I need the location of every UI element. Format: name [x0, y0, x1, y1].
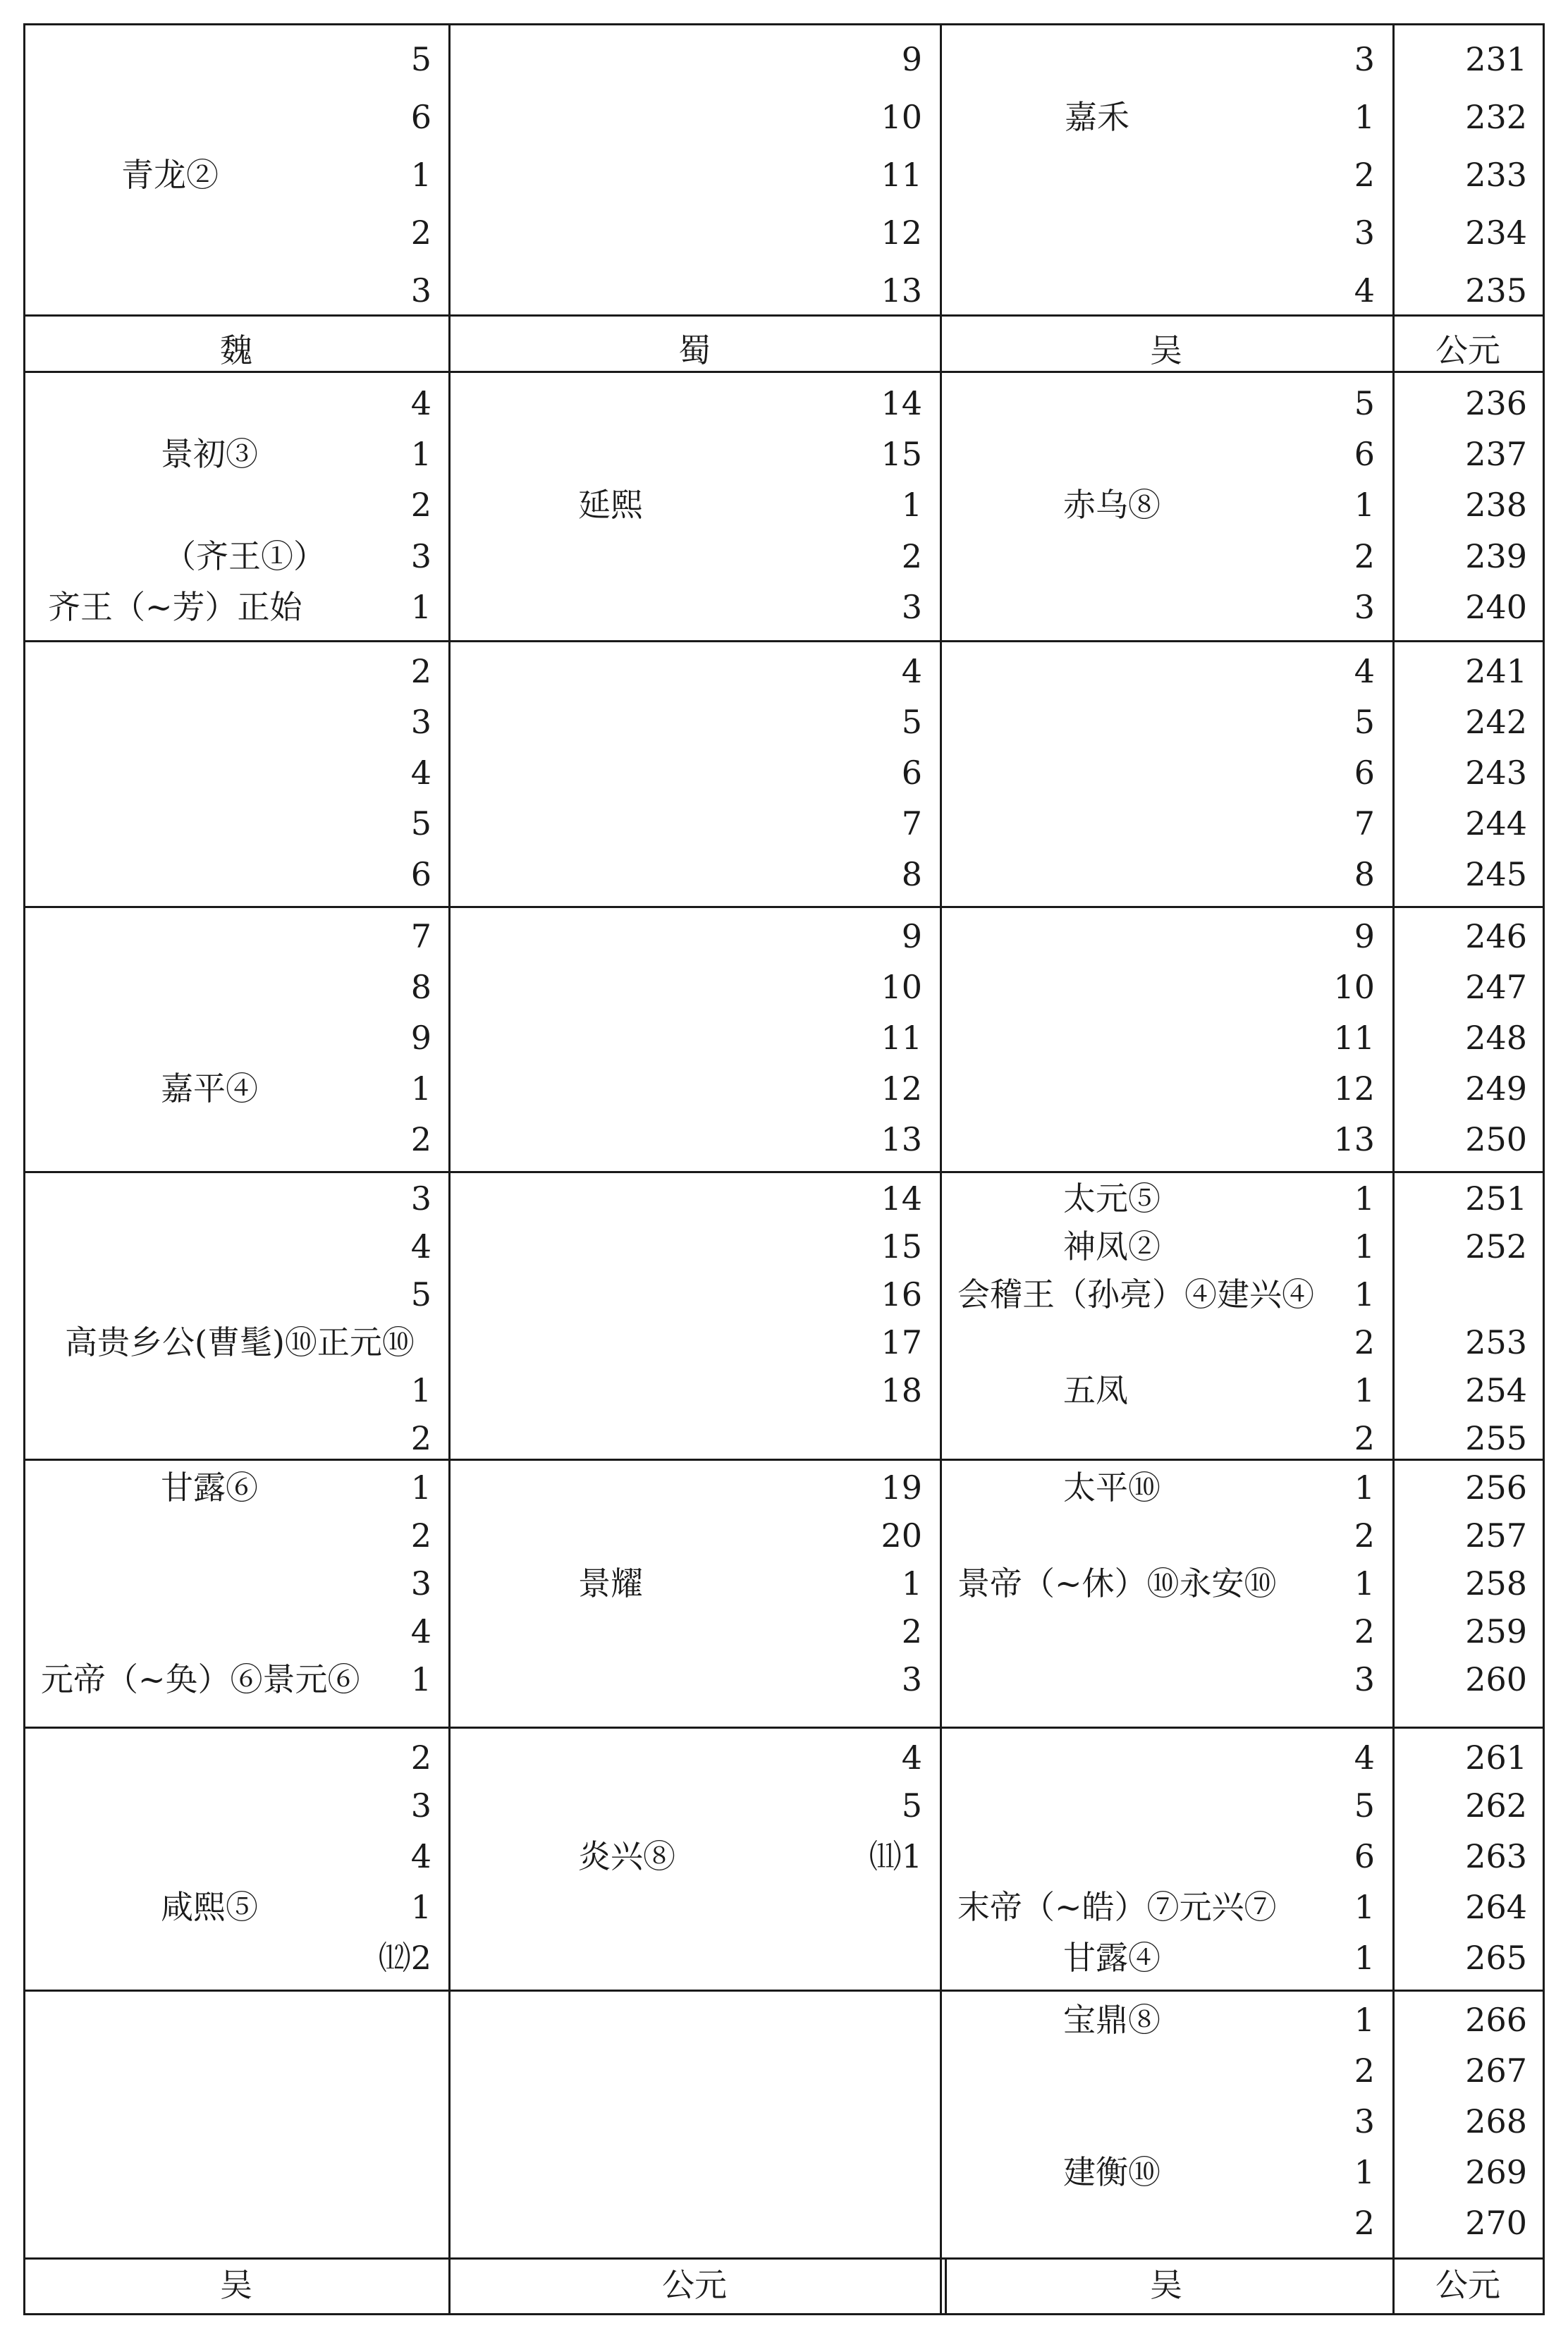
shu-year: 5	[901, 703, 922, 741]
ad-year: 242	[1465, 703, 1527, 741]
shu-year: 20	[881, 1516, 922, 1555]
wu-year: 1	[1354, 2153, 1375, 2191]
wu-year: 2	[1354, 1323, 1375, 1361]
shu-year: 9	[901, 40, 922, 78]
shu-year: 10	[881, 968, 922, 1006]
shu-year: 3	[901, 1660, 922, 1698]
ad-year: 243	[1465, 754, 1527, 792]
column-header: 魏	[220, 331, 252, 369]
shu-year: 5	[901, 1787, 922, 1825]
table-horizontal-rule	[23, 1459, 1543, 1461]
wu-year: 3	[1354, 1660, 1375, 1698]
table-horizontal-rule	[23, 2313, 1543, 2315]
wu-year: 2	[1354, 156, 1375, 194]
ad-year: 244	[1465, 804, 1527, 842]
ad-year: 261	[1465, 1739, 1527, 1777]
column-header: 公元	[1435, 2266, 1500, 2304]
wei-year: 3	[410, 271, 431, 310]
wei-year: 1	[410, 1469, 431, 1507]
wei-year: 2	[410, 1516, 431, 1555]
wu-era-name: 神凤②	[1063, 1227, 1160, 1265]
ad-year: 256	[1465, 1469, 1527, 1507]
wei-year: 3	[410, 537, 431, 575]
ad-year: 251	[1465, 1179, 1527, 1218]
wu-era-name: 宝鼎⑧	[1063, 2001, 1160, 2039]
shu-era-name: 延熙	[578, 486, 643, 524]
shu-year: 14	[881, 1179, 922, 1218]
ad-year: 266	[1465, 2001, 1527, 2039]
table-vertical-rule	[23, 23, 25, 2315]
shu-year: 14	[881, 384, 922, 422]
ad-year: 260	[1465, 1660, 1527, 1698]
wu-era-name: 景帝（~休）⑩永安⑩	[957, 1564, 1277, 1602]
wei-year: 6	[410, 855, 431, 893]
shu-year: 11	[881, 156, 922, 194]
wu-year: 3	[1354, 40, 1375, 78]
table-vertical-rule	[940, 23, 942, 2315]
wu-era-name: 五凤	[1063, 1371, 1128, 1409]
wu-year: 1	[1354, 98, 1375, 136]
ad-year: 258	[1465, 1564, 1527, 1602]
wu-era-name: 太平⑩	[1063, 1469, 1160, 1507]
shu-year: 19	[881, 1469, 922, 1507]
shu-era-name: 炎兴⑧	[578, 1837, 675, 1875]
shu-year: 16	[881, 1275, 922, 1313]
wu-year: 1	[1354, 1371, 1375, 1409]
table-horizontal-rule	[23, 314, 1543, 317]
shu-era-name: 景耀	[578, 1564, 643, 1602]
wu-year: 6	[1354, 435, 1375, 473]
shu-year: 1	[901, 486, 922, 524]
ad-year: 252	[1465, 1227, 1527, 1265]
column-header: 公元	[1435, 331, 1500, 369]
ad-year: 269	[1465, 2153, 1527, 2191]
ad-year: 265	[1465, 1939, 1527, 1977]
wei-year: ⑿2	[378, 1939, 431, 1977]
shu-year: 6	[901, 754, 922, 792]
wei-year: 2	[410, 1419, 431, 1457]
ad-year: 232	[1465, 98, 1527, 136]
wu-era-name: 赤乌⑧	[1063, 486, 1160, 524]
table-horizontal-rule	[23, 906, 1543, 908]
shu-year: 8	[901, 855, 922, 893]
wei-year: 8	[410, 968, 431, 1006]
wu-year: 1	[1354, 1939, 1375, 1977]
wei-year: 1	[410, 1660, 431, 1698]
wu-year: 12	[1333, 1070, 1375, 1108]
ad-year: 239	[1465, 537, 1527, 575]
wu-year: 3	[1354, 214, 1375, 252]
shu-year: 13	[881, 271, 922, 310]
ad-year: 247	[1465, 968, 1527, 1006]
wu-year: 1	[1354, 1227, 1375, 1265]
shu-year: 17	[881, 1323, 922, 1361]
ad-year: 240	[1465, 588, 1527, 626]
wu-year: 5	[1354, 703, 1375, 741]
wei-year: 3	[410, 1564, 431, 1602]
wei-era-name: 咸熙⑤	[161, 1888, 258, 1926]
wei-year: 5	[410, 804, 431, 842]
wu-year: 1	[1354, 1469, 1375, 1507]
ad-year: 255	[1465, 1419, 1527, 1457]
ad-year: 238	[1465, 486, 1527, 524]
shu-year: 9	[901, 917, 922, 955]
shu-year: 4	[901, 652, 922, 690]
wu-year: 5	[1354, 384, 1375, 422]
shu-year: 12	[881, 1070, 922, 1108]
table-horizontal-rule	[23, 640, 1543, 642]
ad-year: 235	[1465, 271, 1527, 310]
shu-year: 7	[901, 804, 922, 842]
wei-era-name: 青龙②	[121, 156, 219, 194]
wu-era-name: 甘露④	[1063, 1939, 1160, 1977]
shu-year: ⑾1	[869, 1837, 922, 1875]
table-horizontal-rule	[23, 1171, 1543, 1173]
wu-year: 1	[1354, 2001, 1375, 2039]
ad-year: 237	[1465, 435, 1527, 473]
ad-year: 257	[1465, 1516, 1527, 1555]
ad-year: 245	[1465, 855, 1527, 893]
shu-year: 2	[901, 1612, 922, 1650]
column-header: 公元	[662, 2266, 727, 2304]
wu-year: 4	[1354, 652, 1375, 690]
wei-year: 5	[410, 1275, 431, 1313]
wu-era-name: 建衡⑩	[1063, 2153, 1160, 2191]
ad-year: 267	[1465, 2052, 1527, 2090]
table-horizontal-rule	[23, 23, 1543, 25]
wu-year: 13	[1333, 1120, 1375, 1158]
wei-year: 2	[410, 214, 431, 252]
shu-year: 15	[881, 1227, 922, 1265]
column-header: 蜀	[678, 331, 711, 369]
wu-year: 2	[1354, 1612, 1375, 1650]
wei-year: 4	[410, 384, 431, 422]
wei-year: 2	[410, 1120, 431, 1158]
wei-era-name: 高贵乡公(曹髦)⑩正元⑩	[65, 1323, 415, 1361]
wei-year: 1	[410, 1371, 431, 1409]
wu-year: 9	[1354, 917, 1375, 955]
wei-year: 5	[410, 40, 431, 78]
shu-year: 15	[881, 435, 922, 473]
ad-year: 264	[1465, 1888, 1527, 1926]
wei-year: 3	[410, 1787, 431, 1825]
shu-year: 13	[881, 1120, 922, 1158]
table-horizontal-rule	[23, 1727, 1543, 1729]
ad-year: 248	[1465, 1019, 1527, 1057]
ad-year: 268	[1465, 2102, 1527, 2140]
wei-year: 1	[410, 588, 431, 626]
table-horizontal-rule	[23, 1990, 1543, 1992]
ad-year: 249	[1465, 1070, 1527, 1108]
wu-era-name: 末帝（~皓）⑦元兴⑦	[957, 1888, 1277, 1926]
wu-era-name: 太元⑤	[1063, 1179, 1160, 1218]
ad-year: 241	[1465, 652, 1527, 690]
shu-year: 2	[901, 537, 922, 575]
wu-year: 6	[1354, 1837, 1375, 1875]
wei-year: 3	[410, 703, 431, 741]
wei-year: 1	[410, 1070, 431, 1108]
ad-year: 246	[1465, 917, 1527, 955]
wu-year: 4	[1354, 1739, 1375, 1777]
wu-year: 7	[1354, 804, 1375, 842]
wu-year: 2	[1354, 2052, 1375, 2090]
shu-year: 18	[881, 1371, 922, 1409]
wei-era-name: 嘉平④	[161, 1070, 258, 1108]
shu-year: 10	[881, 98, 922, 136]
wu-year: 1	[1354, 1564, 1375, 1602]
wu-year: 5	[1354, 1787, 1375, 1825]
wei-year: 4	[410, 1227, 431, 1265]
wei-year: 1	[410, 156, 431, 194]
wu-year: 2	[1354, 537, 1375, 575]
wu-year: 1	[1354, 1888, 1375, 1926]
wei-year: 2	[410, 1739, 431, 1777]
table-horizontal-rule	[23, 371, 1543, 373]
wu-year: 2	[1354, 1516, 1375, 1555]
wei-era-name: （齐王①）	[164, 537, 326, 575]
ad-year: 263	[1465, 1837, 1527, 1875]
ad-year: 234	[1465, 214, 1527, 252]
wei-year: 4	[410, 1837, 431, 1875]
ad-year: 254	[1465, 1371, 1527, 1409]
table-vertical-rule	[1392, 23, 1395, 2315]
wei-year: 7	[410, 917, 431, 955]
ad-year: 231	[1465, 40, 1527, 78]
table-double-rule	[945, 2257, 947, 2315]
wei-year: 1	[410, 1888, 431, 1926]
wu-era-name: 会稽王（孙亮）④建兴④	[957, 1275, 1314, 1313]
wu-year: 3	[1354, 588, 1375, 626]
wei-year: 3	[410, 1179, 431, 1218]
wei-era-name: 甘露⑥	[161, 1469, 258, 1507]
wei-era-name: 齐王（~芳）正始	[48, 588, 302, 626]
wu-year: 1	[1354, 1275, 1375, 1313]
shu-year: 4	[901, 1739, 922, 1777]
wu-year: 4	[1354, 271, 1375, 310]
column-header: 吴	[1150, 2266, 1182, 2304]
table-vertical-rule	[448, 23, 451, 2315]
column-header: 吴	[1150, 331, 1182, 369]
ad-year: 250	[1465, 1120, 1527, 1158]
ad-year: 233	[1465, 156, 1527, 194]
shu-year: 11	[881, 1019, 922, 1057]
ad-year: 262	[1465, 1787, 1527, 1825]
wei-year: 2	[410, 652, 431, 690]
wu-year: 2	[1354, 1419, 1375, 1457]
wu-year: 8	[1354, 855, 1375, 893]
wei-year: 6	[410, 98, 431, 136]
wei-year: 2	[410, 486, 431, 524]
wu-year: 1	[1354, 486, 1375, 524]
ad-year: 253	[1465, 1323, 1527, 1361]
wu-year: 10	[1333, 968, 1375, 1006]
wei-era-name: 景初③	[161, 435, 258, 473]
wei-year: 1	[410, 435, 431, 473]
column-header: 吴	[220, 2266, 252, 2304]
wu-era-name: 嘉禾	[1065, 98, 1129, 136]
shu-year: 3	[901, 588, 922, 626]
wu-year: 6	[1354, 754, 1375, 792]
shu-year: 1	[901, 1564, 922, 1602]
ad-year: 259	[1465, 1612, 1527, 1650]
wu-year: 2	[1354, 2204, 1375, 2242]
table-horizontal-rule	[23, 2257, 1543, 2260]
wei-era-name: 元帝（~奂）⑥景元⑥	[41, 1660, 360, 1698]
wei-year: 9	[410, 1019, 431, 1057]
ad-year: 236	[1465, 384, 1527, 422]
wu-year: 11	[1333, 1019, 1375, 1057]
wu-year: 1	[1354, 1179, 1375, 1218]
wu-year: 3	[1354, 2102, 1375, 2140]
wei-year: 4	[410, 1612, 431, 1650]
table-vertical-rule	[1543, 23, 1545, 2315]
wei-year: 4	[410, 754, 431, 792]
shu-year: 12	[881, 214, 922, 252]
ad-year: 270	[1465, 2204, 1527, 2242]
